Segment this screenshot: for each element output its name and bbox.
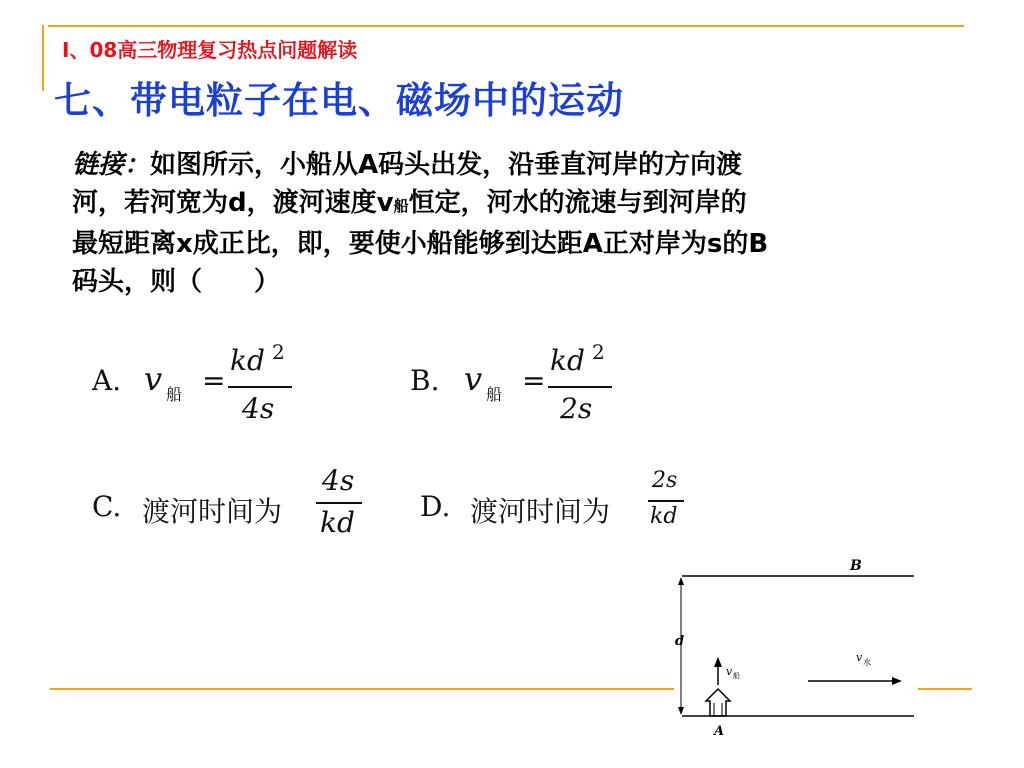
problem-line-1 bbox=[72, 146, 982, 184]
option-c-text: 渡河时间为 bbox=[142, 495, 283, 528]
width-arrow-top bbox=[678, 577, 684, 585]
boat-icon bbox=[706, 689, 730, 716]
option-a-fraction-bar bbox=[228, 386, 292, 388]
option-c-denominator: kd bbox=[320, 506, 355, 539]
option-b bbox=[410, 340, 630, 440]
label-v-boat-sub: 船 bbox=[733, 672, 740, 680]
option-d-text: 渡河时间为 bbox=[470, 495, 611, 528]
option-a-denominator: 4s bbox=[242, 392, 275, 425]
width-arrow-bottom bbox=[678, 707, 684, 715]
bottom-rule-left bbox=[50, 688, 674, 690]
link-label: 链接： bbox=[72, 150, 151, 180]
option-d bbox=[420, 460, 700, 550]
option-c-letter: C. bbox=[92, 490, 122, 523]
option-d-letter: D. bbox=[420, 490, 451, 523]
option-d-denominator: kd bbox=[650, 504, 678, 529]
problem-line-3: 最短距离x成正比，即，要使小船能够到达距A正对岸为s的B bbox=[72, 229, 769, 259]
label-v-water-sub: 水 bbox=[863, 658, 871, 667]
slide-subtitle: Ⅰ、08高三物理复习热点问题解读 bbox=[62, 38, 358, 62]
option-b-numerator: kd bbox=[550, 344, 585, 377]
option-b-letter: B. bbox=[410, 364, 440, 397]
option-c bbox=[92, 460, 372, 550]
slide-title: 七、带电粒子在电、磁场中的运动 bbox=[54, 79, 624, 122]
problem-line-2-a: 河，若河宽为d，渡河速度v bbox=[72, 188, 394, 218]
problem-line-2 bbox=[72, 184, 982, 225]
option-b-fraction-bar bbox=[548, 386, 612, 388]
option-a-v-sub: 船 bbox=[166, 385, 183, 404]
option-c-numerator: 4s bbox=[322, 464, 355, 497]
option-b-v: v bbox=[464, 360, 483, 398]
option-a-equals: = bbox=[202, 364, 226, 397]
boat-velocity-arrowhead bbox=[714, 657, 722, 667]
option-a-numerator: kd bbox=[230, 344, 265, 377]
bottom-rule-right bbox=[918, 688, 972, 690]
option-a-exponent: 2 bbox=[272, 340, 285, 364]
problem-line-4: 码头，则（ ） bbox=[72, 267, 281, 297]
option-a bbox=[92, 340, 312, 440]
boat-subscript: 船 bbox=[393, 197, 409, 215]
label-a: A bbox=[714, 724, 725, 739]
option-c-fraction-bar bbox=[316, 502, 362, 504]
option-b-v-sub: 船 bbox=[486, 385, 503, 404]
top-rule bbox=[48, 25, 964, 27]
label-v-boat: v bbox=[726, 665, 733, 678]
label-d: d bbox=[675, 634, 685, 649]
option-b-denominator: 2s bbox=[560, 392, 593, 425]
option-b-exponent: 2 bbox=[592, 340, 605, 364]
problem-line-1-text: 如图所示，小船从A码头出发，沿垂直河岸的方向渡 bbox=[150, 150, 743, 180]
label-v-water: v bbox=[856, 651, 863, 664]
water-velocity-arrowhead bbox=[892, 677, 902, 685]
problem-line-2-b: 恒定，河水的流速与到河岸的 bbox=[408, 188, 747, 218]
option-d-numerator: 2s bbox=[652, 468, 678, 493]
label-b: B bbox=[850, 558, 862, 574]
option-a-letter: A. bbox=[92, 364, 122, 397]
river-diagram bbox=[672, 553, 922, 743]
option-d-fraction-bar bbox=[648, 500, 684, 502]
option-a-v: v bbox=[144, 360, 163, 398]
left-rule bbox=[42, 25, 44, 91]
problem-text bbox=[72, 146, 982, 301]
option-b-equals: = bbox=[522, 364, 546, 397]
